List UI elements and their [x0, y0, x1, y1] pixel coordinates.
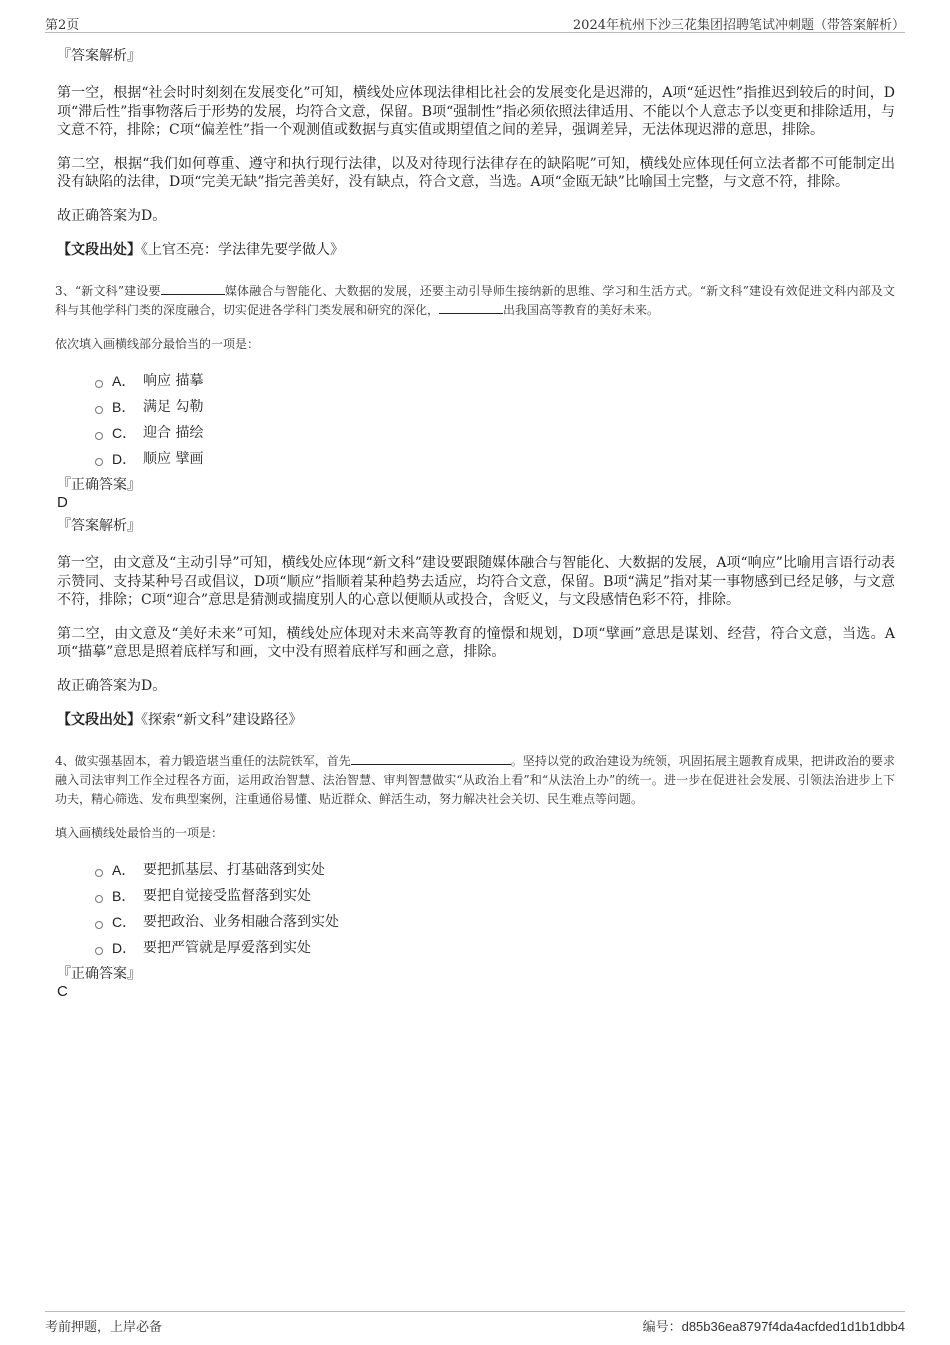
source-label: 【文段出处】 — [57, 712, 141, 728]
analysis-paragraph: 第二空，由文意及“美好未来”可知，横线处应体现对未来高等教育的憧憬和规划，D项“擘画”意思是谋划、经营，符合文意，当选。A项“描摹”意思是照着底样写和画，文中没有照着底样写和画之意，排除。 — [57, 625, 895, 660]
footer-slogan: 考前押题，上岸必备 — [45, 1320, 163, 1335]
fill-blank — [439, 301, 503, 314]
page-content — [57, 46, 895, 1005]
analysis-paragraph: 第二空，根据“我们如何尊重、遵守和执行现行法律，以及对待现行法律存在的缺陷呢”可知，横线处应体现任何立法者都不可能制定出没有缺陷的法律，D项“完美无缺”指完善美好，没有缺点，符合文意，当选。A项“金瓯无缺”比喻国土完整，与文意不符，排除。 — [57, 155, 895, 190]
option-d[interactable]: D． 顺应 擘画 — [95, 446, 895, 472]
option-c[interactable]: C． 要把政治、业务相融合落到实处 — [95, 909, 895, 935]
radio-button[interactable] — [95, 895, 103, 903]
question-4-options — [95, 857, 895, 961]
page-number: 第2页 — [45, 18, 80, 33]
question-3-options — [95, 368, 895, 472]
fill-blank — [161, 282, 225, 295]
radio-button[interactable] — [95, 458, 103, 466]
radio-button[interactable] — [95, 380, 103, 388]
correct-answer: D — [57, 494, 68, 511]
correct-answer-label: 『正确答案』 — [57, 966, 141, 982]
analysis-label: 『答案解析』 — [57, 518, 141, 534]
option-b[interactable]: B． 要把自觉接受监督落到实处 — [95, 883, 895, 909]
option-d[interactable]: D． 要把严管就是厚爱落到实处 — [95, 935, 895, 961]
question-4-stem: 4、做实强基固本，着力锻造堪当重任的法院铁军，首先 。坚持以党的政治建设为统领，巩固拓展主题教育成果，把讲政治的要求融入司法审判工作全过程各方面，运用政治智慧、法治智慧、审判智慧做实“从政治上看”和“从法治上办”的统一。进一步在促进社会发展、引领法治进步上下功夫，精心筛选、发布典型案例，注重通俗易懂、贴近群众、鲜活生动，努力解决社会关切、民生难点等问题。 — [55, 754, 895, 806]
analysis-paragraph: 第一空，根据“社会时时刻刻在发展变化”可知，横线处应体现法律相比社会的发展变化是迟滞的，A项“延迟性”指推迟到较后的时间，D项“滞后性”指事物落后于形势的发展，均符合文意，保留。B项“强制性”指必须依照法律适用、不能以个人意志予以变更和排除适用，与文意不符，排除；C项“偏差性”指一个观测值或数据与真实值或期望值之间的差异，强调差异，无法体现迟滞的意思，排除。 — [57, 85, 895, 138]
source-citation — [57, 710, 895, 730]
correct-answer: C — [57, 983, 68, 1000]
option-a[interactable]: A． 响应 描摹 — [95, 368, 895, 394]
analysis-paragraph: 第一空，由文意及“主动引导”可知，横线处应体现“新文科”建设要跟随媒体融合与智能化、大数据的发展，A项“响应”比喻用言语行动表示赞同、支持某种号召或倡议，D项“顺应”指顺着某种趋势去适应，均符合文意，保留。B项“满足”指对某一事物感到已经足够，与文意不符，排除；C项“迎合”意思是猜测或揣度别人的心意以便顺从或投合，含贬义，与文段感情色彩不符，排除。 — [57, 555, 895, 608]
page-footer — [45, 1311, 905, 1336]
radio-button[interactable] — [95, 921, 103, 929]
option-c[interactable]: C． 迎合 描绘 — [95, 420, 895, 446]
radio-button[interactable] — [95, 432, 103, 440]
fill-blank — [351, 752, 511, 765]
correct-answer-label: 『正确答案』 — [57, 477, 141, 493]
document-id: 编号：d85b36ea8797f4da4acfded1d1b1dbb4 — [642, 1319, 905, 1335]
analysis-conclusion: 故正确答案为D。 — [57, 677, 167, 694]
option-b[interactable]: B． 满足 勾勒 — [95, 394, 895, 420]
question-3-stem: 3、“新文科”建设要 媒体融合与智能化、大数据的发展，还要主动引导师生接纳新的思维、学习和生活方式。“新文科”建设有效促进文科内部及文科与其他学科门类的深度融合，切实促进各学科门类发展和研究的深化， 出我国高等教育的美好未来。 — [55, 284, 896, 317]
radio-button[interactable] — [95, 869, 103, 877]
option-a[interactable]: A． 要把抓基层、打基础落到实处 — [95, 857, 895, 883]
source-citation — [57, 240, 895, 260]
analysis-conclusion: 故正确答案为D。 — [57, 207, 167, 224]
document-title: 2024年杭州下沙三花集团招聘笔试冲刺题（带答案解析） — [572, 18, 905, 33]
radio-button[interactable] — [95, 406, 103, 414]
page-header — [45, 10, 905, 33]
source-text: 《上官丕亮：学法律先要学做人》 — [141, 242, 344, 258]
radio-button[interactable] — [95, 947, 103, 955]
analysis-label: 『答案解析』 — [57, 48, 141, 64]
source-label: 【文段出处】 — [57, 242, 141, 258]
question-4-instruction: 填入画横线处最恰当的一项是： — [55, 826, 224, 840]
source-text: 《探索“新文科”建设路径》 — [141, 712, 303, 728]
question-3-instruction: 依次填入画横线部分最恰当的一项是： — [55, 337, 260, 351]
